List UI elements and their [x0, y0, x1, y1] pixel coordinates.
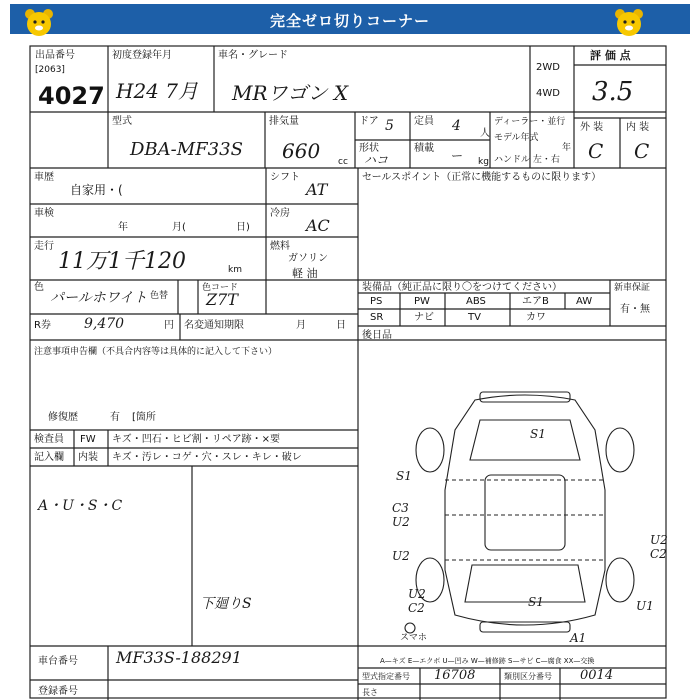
- kg-unit: kg: [478, 157, 489, 167]
- lot-number: 4027: [38, 82, 105, 110]
- interior-label: 内 装: [626, 122, 650, 133]
- color-change-label: 色替: [150, 291, 169, 301]
- repair-label: 修復歴: [48, 412, 78, 423]
- equip-aw: AW: [576, 296, 593, 307]
- shift-label: シフト: [270, 172, 300, 183]
- first-reg-label: 初度登録年月: [112, 50, 172, 61]
- load-label: 積載: [414, 143, 434, 154]
- new-manual-label: 新車保証: [614, 283, 651, 293]
- cat-value: 0014: [580, 668, 614, 683]
- dealer-label: ディーラー・並行: [494, 117, 566, 127]
- sales-point-label: セールスポイント（正常に機能するものに限ります）: [362, 172, 602, 183]
- diag-s1-top: S1: [530, 427, 546, 441]
- diag-sumaho: スマホ: [400, 633, 427, 643]
- history-value: 自家用・(: [70, 183, 123, 197]
- cooling-value: AC: [306, 216, 330, 235]
- color-label: 色: [34, 282, 44, 293]
- chassis-label: 車台番号: [38, 656, 78, 667]
- type-value: DBA-MF33S: [130, 139, 243, 160]
- ref-label: 型式指定番号: [362, 672, 410, 681]
- yen-unit: 円: [164, 320, 174, 331]
- lot-sub: [2063]: [35, 65, 65, 75]
- fuel-diesel: 軽 油: [292, 267, 318, 280]
- inspection-label: 車検: [34, 208, 54, 219]
- color-value: パールホワイト: [50, 290, 148, 306]
- shape-label: 形状: [359, 143, 379, 154]
- name-change-label: 名変通知期限: [184, 320, 244, 331]
- lower-note: 下廻りS: [200, 596, 252, 612]
- door-value: 5: [385, 118, 394, 134]
- aftermarket-label: 後日品: [362, 330, 392, 341]
- fw-items: キズ・凹石・ヒビ割・リペア跡・×要: [112, 434, 280, 445]
- capacity-label: 定員: [414, 116, 434, 127]
- displacement-value: 660: [282, 139, 321, 163]
- interior-short: 内装: [78, 452, 98, 463]
- inspector-label: 検査員: [34, 434, 64, 445]
- mileage-label: 走行: [34, 241, 54, 252]
- diag-c2-right: C2: [650, 547, 667, 561]
- repair-bracket: [箇所: [132, 412, 156, 423]
- year-text: 年: [118, 222, 128, 233]
- recycle-label: R券: [34, 320, 51, 331]
- len-label: 長さ: [362, 688, 378, 697]
- month-unit: 月: [296, 320, 306, 331]
- drive-4wd: 4WD: [536, 88, 560, 99]
- handle-label: ハンドル 左・右: [494, 155, 560, 165]
- fw-label: FW: [80, 434, 96, 445]
- diag-a1: A1: [570, 631, 587, 645]
- reg-label: 登録番号: [38, 686, 78, 697]
- fuel-gasoline: ガソリン: [288, 253, 328, 264]
- color-code-value: Z7T: [206, 290, 238, 309]
- day-unit: 日: [336, 320, 346, 331]
- diag-s1-bottom: S1: [528, 595, 544, 609]
- color-code-label: 色コード: [202, 283, 239, 293]
- month-text: 月(: [172, 222, 186, 233]
- cc-unit: cc: [338, 157, 348, 167]
- diag-u2-right: U2: [650, 533, 668, 547]
- equip-tv: TV: [468, 312, 481, 323]
- equip-pw: PW: [414, 296, 430, 307]
- cat-label: 類別区分番号: [504, 672, 552, 681]
- exterior-label: 外 装: [580, 122, 604, 133]
- lot-label: 出品番号: [35, 50, 75, 61]
- repair-value: 有: [110, 412, 120, 423]
- diag-s1-left: S1: [396, 469, 412, 483]
- legend-text: A—キズ E—エクボ U—凹み W—補修跡 S—サビ C—腐食 XX—交換: [380, 657, 595, 665]
- manual-value: 有・無: [620, 304, 650, 315]
- year-unit: 年: [562, 143, 572, 153]
- model-year-label: モデル年式: [494, 133, 539, 143]
- first-reg-value: H24 7月: [116, 79, 198, 103]
- capacity-value: 4: [452, 118, 461, 134]
- equip-airbag: エアB: [522, 296, 549, 307]
- day-text: 日): [236, 222, 250, 233]
- model-value: MRワゴン X: [232, 81, 349, 105]
- diag-c3: C3: [392, 501, 409, 515]
- score-value: 3.5: [592, 77, 634, 107]
- equip-ps: PS: [370, 296, 383, 307]
- interior-items: キズ・汚レ・コゲ・穴・スレ・キレ・破レ: [112, 452, 302, 463]
- equip-sr: SR: [370, 312, 384, 323]
- fuel-label: 燃料: [270, 241, 290, 252]
- notes-label: 注意事項申告欄（不具合内容等は具体的に記入して下さい）: [34, 347, 278, 357]
- chassis-value: MF33S-188291: [116, 648, 242, 667]
- diag-u2-b: U2: [392, 549, 410, 563]
- history-label: 車歴: [34, 172, 54, 183]
- equip-leather: カワ: [526, 312, 546, 323]
- diag-c2-left: C2: [408, 601, 425, 615]
- model-label: 車名・グレード: [218, 50, 288, 61]
- cooling-label: 冷房: [270, 208, 290, 219]
- diag-u2-a: U2: [392, 515, 410, 529]
- banner-title: 完全ゼロ切りコーナー: [269, 12, 430, 30]
- type-label: 型式: [112, 116, 132, 127]
- km-unit: km: [228, 265, 242, 275]
- inspector-note: A・U・S・C: [38, 498, 123, 514]
- ref-value: 16708: [434, 668, 476, 683]
- equipment-label: 装備品（純正品に限り〇をつけてください）: [362, 282, 562, 293]
- shift-value: AT: [306, 180, 328, 199]
- door-label: ドア: [359, 116, 379, 127]
- diag-u2-c: U2: [408, 587, 426, 601]
- mileage-value: 11万1千120: [58, 249, 186, 274]
- exterior-grade: C: [588, 139, 604, 163]
- record-label: 記入欄: [34, 452, 64, 463]
- equip-navi: ナビ: [414, 312, 434, 323]
- recycle-value: 9,470: [84, 316, 125, 332]
- score-label: 評 価 点: [590, 49, 631, 62]
- equip-abs: ABS: [466, 296, 486, 307]
- person-unit: 人: [480, 128, 490, 139]
- interior-grade: C: [634, 139, 650, 163]
- drive-2wd: 2WD: [536, 62, 560, 73]
- load-value: ー: [450, 149, 463, 163]
- shape-value: ハコ: [364, 153, 389, 167]
- diag-u1: U1: [636, 599, 654, 613]
- displacement-label: 排気量: [269, 116, 299, 127]
